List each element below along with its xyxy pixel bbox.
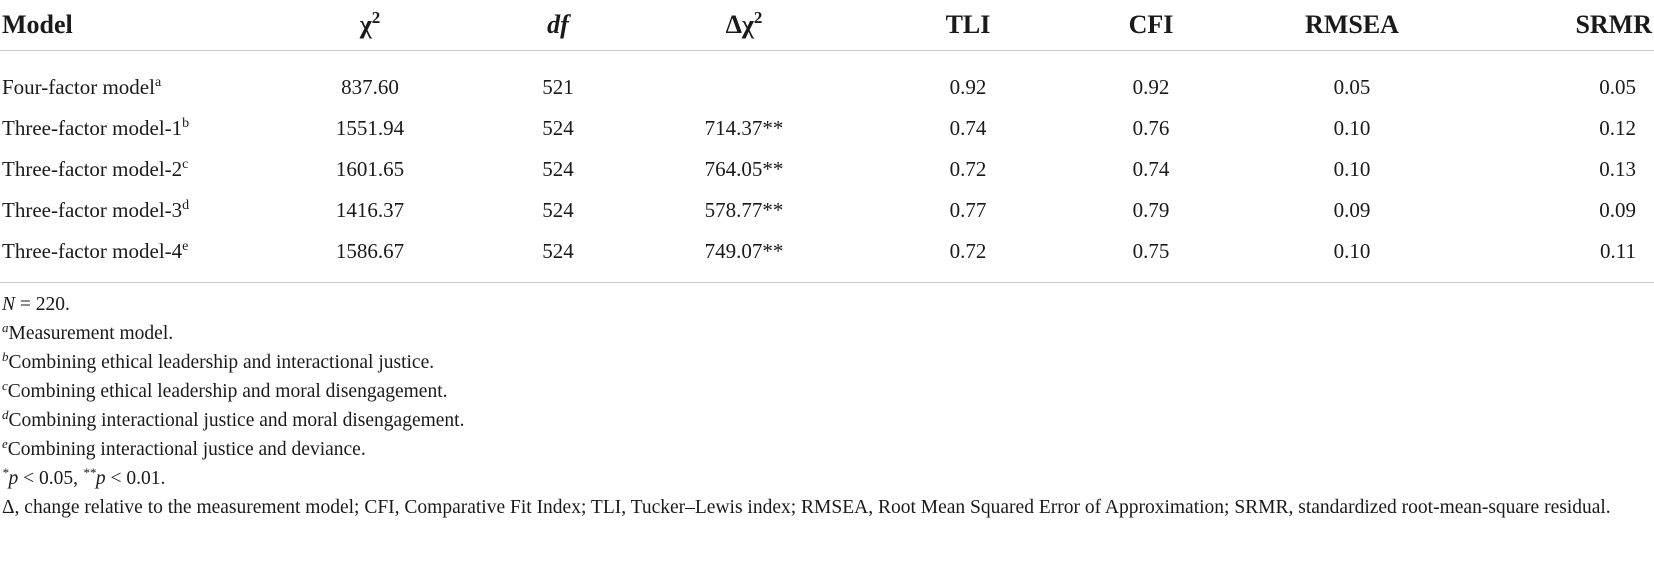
sample-size-value: = 220. — [15, 294, 70, 315]
df-cell: 524 — [542, 198, 574, 222]
model-name: Three-factor model-4 — [2, 239, 183, 263]
model-footnote-mark: d — [182, 198, 190, 213]
table-row — [0, 149, 1654, 190]
header-delta-chi-square-symbol: Δχ — [725, 10, 754, 39]
model-name: Three-factor model-2 — [2, 157, 183, 181]
tli-cell: 0.74 — [949, 116, 987, 140]
model-name: Three-factor model-3 — [2, 198, 183, 222]
header-delta-chi-square-exponent: 2 — [753, 8, 763, 27]
footnote-mark: c — [2, 378, 8, 393]
header-tli: TLI — [872, 0, 1064, 51]
delta-chi-square-cell: 764.05** — [704, 157, 784, 181]
sample-size-label: N — [2, 294, 16, 315]
table-row — [0, 108, 1654, 149]
table-row — [0, 51, 1654, 109]
cfi-cell: 0.74 — [1132, 157, 1170, 181]
cfi-cell: 0.92 — [1132, 75, 1170, 99]
cfi-cell: 0.76 — [1132, 116, 1170, 140]
footnote-mark: d — [2, 407, 9, 422]
footnote-text: Combining ethical leadership and moral disengagement. — [7, 381, 448, 402]
header-delta-chi-square — [616, 0, 872, 51]
delta-chi-square-cell — [616, 51, 872, 109]
header-cfi: CFI — [1064, 0, 1238, 51]
significance-star-single: * — [2, 465, 9, 480]
delta-chi-square-cell: 578.77** — [704, 198, 784, 222]
footnote-text: Combining interactional justice and deviance. — [7, 439, 366, 460]
delta-chi-square-cell: 714.37** — [704, 116, 784, 140]
abbreviations-note: Δ, change relative to the measurement model; CFI, Comparative Fit Index; TLI, Tucker–Lewis index; RMSEA, Root Mean Squared Error of Approximation; SRMR, standardized root-mean-square residual. — [2, 497, 1611, 518]
cfi-cell: 0.75 — [1064, 231, 1238, 283]
header-chi-square-exponent: 2 — [371, 8, 381, 27]
srmr-cell: 0.11 — [1466, 231, 1654, 283]
significance-star-double: ** — [82, 465, 96, 480]
df-cell: 524 — [500, 231, 616, 283]
tli-cell: 0.92 — [949, 75, 987, 99]
header-chi-square-symbol: χ — [359, 10, 372, 39]
header-model: Model — [0, 0, 240, 51]
footnote-text: Measurement model. — [8, 323, 174, 344]
srmr-cell: 0.09 — [1599, 198, 1636, 222]
model-cell — [0, 108, 240, 149]
chi-square-cell: 1551.94 — [335, 116, 405, 140]
srmr-cell: 0.05 — [1599, 75, 1636, 99]
header-df — [500, 0, 616, 51]
chi-square-cell: 1416.37 — [335, 198, 405, 222]
model-footnote-mark: e — [182, 239, 189, 254]
tli-cell: 0.72 — [949, 157, 987, 181]
chi-square-cell: 1586.67 — [240, 231, 500, 283]
significance-p-symbol: p — [8, 468, 19, 489]
delta-chi-square-cell: 749.07** — [616, 231, 872, 283]
df-cell: 524 — [542, 116, 574, 140]
significance-threshold-01: < 0.01. — [105, 468, 166, 489]
footnote — [2, 348, 1647, 377]
footnote — [2, 377, 1647, 406]
model-cell — [0, 51, 240, 109]
footnote-mark: e — [2, 436, 8, 451]
significance-note — [2, 464, 1647, 493]
footnote — [2, 406, 1647, 435]
model-cell — [0, 190, 240, 231]
rmsea-cell: 0.05 — [1333, 75, 1371, 99]
rmsea-cell: 0.09 — [1333, 198, 1371, 222]
footnote-text: Combining ethical leadership and interactional justice. — [8, 352, 435, 373]
tli-cell: 0.77 — [949, 198, 987, 222]
chi-square-cell: 837.60 — [341, 75, 399, 99]
footnote-text: Combining interactional justice and moral disengagement. — [8, 410, 465, 431]
model-footnote-mark: a — [154, 75, 162, 90]
cfi-cell: 0.79 — [1132, 198, 1170, 222]
model-footnote-mark: b — [182, 116, 190, 131]
sample-size-note — [2, 290, 1647, 319]
chi-square-cell: 1601.65 — [335, 157, 405, 181]
significance-threshold-05: < 0.05, — [18, 468, 83, 489]
footnote-mark: b — [2, 349, 9, 364]
srmr-cell: 0.13 — [1599, 157, 1636, 181]
model-name: Four-factor model — [2, 75, 155, 99]
df-cell: 521 — [542, 75, 574, 99]
srmr-cell: 0.12 — [1599, 116, 1636, 140]
footnote — [2, 435, 1647, 464]
footnote — [2, 319, 1647, 348]
footnote-mark: a — [2, 320, 9, 335]
table-row — [0, 231, 1654, 283]
table-notes — [2, 290, 1647, 522]
df-cell: 524 — [542, 157, 574, 181]
rmsea-cell: 0.10 — [1238, 231, 1466, 283]
model-cell — [0, 149, 240, 190]
fit-indices-table — [0, 0, 1654, 283]
table-row — [0, 190, 1654, 231]
tli-cell: 0.72 — [872, 231, 1064, 283]
header-chi-square — [240, 0, 500, 51]
header-srmr: SRMR — [1466, 0, 1654, 51]
model-footnote-mark: c — [182, 157, 189, 172]
rmsea-cell: 0.10 — [1333, 116, 1371, 140]
header-df-label: df — [547, 10, 569, 39]
header-rmsea: RMSEA — [1238, 0, 1466, 51]
fit-indices-table-container — [0, 0, 1654, 283]
rmsea-cell: 0.10 — [1333, 157, 1371, 181]
model-name: Three-factor model-1 — [2, 116, 183, 140]
model-cell — [0, 231, 240, 283]
table-header-row — [0, 0, 1654, 51]
significance-p-symbol: p — [95, 468, 106, 489]
